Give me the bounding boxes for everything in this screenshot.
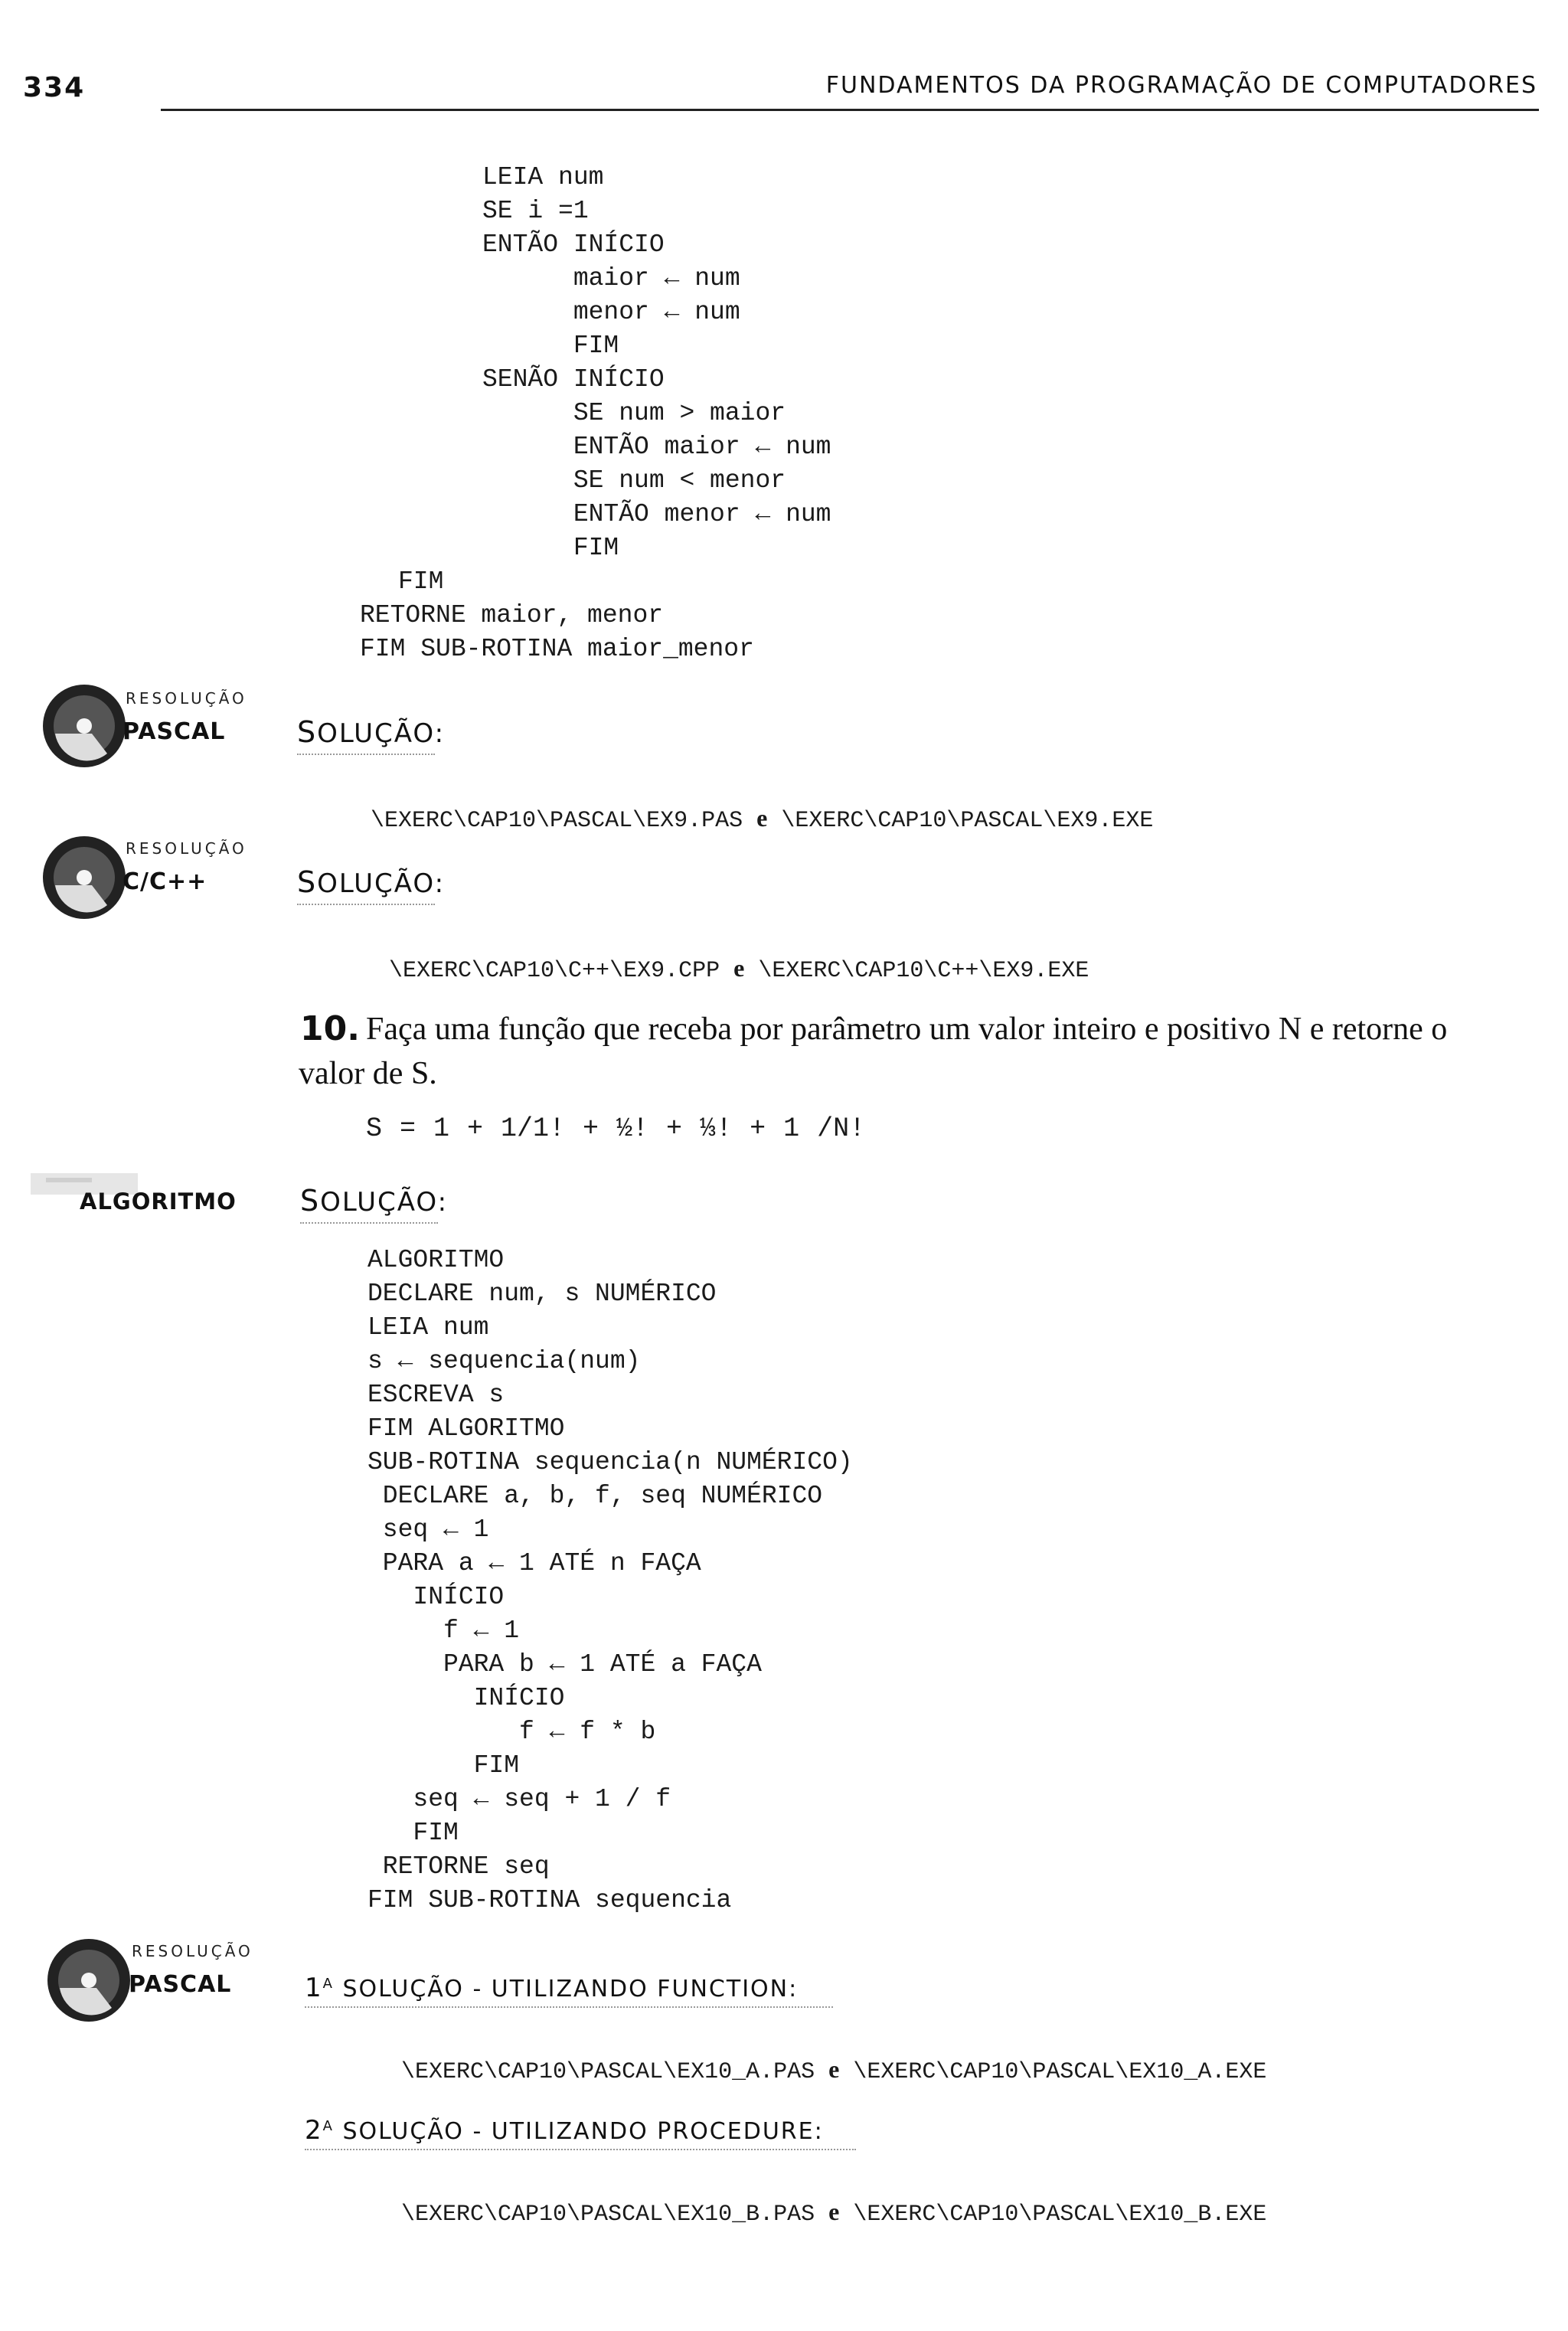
formula: S = 1 + 1/1! + ½! + ⅓! + 1 /N! [366,1113,866,1144]
header-rule [161,109,1539,111]
page-number: 334 [23,72,86,103]
disc-icon [38,680,130,772]
solution-underline [297,754,435,755]
badge-resolucao-label: RESOLUÇÃO [126,839,247,858]
file-path: \EXERC\CAP10\C++\EX9.EXE [758,958,1089,984]
code-line: FIM [368,1751,520,1780]
code-line: SENÃO INÍCIO [482,365,665,394]
code-line: LEIA num [482,163,604,191]
badge-pascal-label: PASCAL [129,1971,232,1998]
code-line: FIM SUB-ROTINA sequencia [368,1886,732,1914]
file-path: \EXERC\CAP10\PASCAL\EX10_A.PAS [401,2059,815,2085]
code-line: RETORNE seq [368,1852,550,1881]
file-path: \EXERC\CAP10\PASCAL\EX9.EXE [781,808,1154,834]
badge-resolucao-label: RESOLUÇÃO [126,689,247,708]
code-line: maior ← num [482,264,740,293]
code-line: s ← sequencia(num) [368,1347,641,1375]
code-line: PARA b ← 1 ATÉ a FAÇA [368,1650,762,1679]
code-line: ENTÃO menor ← num [482,500,831,528]
code-line: ENTÃO INÍCIO [482,230,665,259]
code-line: ENTÃO maior ← num [482,433,831,461]
code-line: SE num > maior [482,399,786,427]
solution-label: SOLUÇÃO: [300,1184,449,1218]
code-line: seq ← seq + 1 / f [368,1785,671,1813]
code-line: FIM [398,567,444,596]
file-path-line: \EXERC\CAP10\PASCAL\EX10_B.PAS e \EXERC\CAP10\PASCAL\EX10_B.EXE [401,2198,1267,2228]
sub-solution-heading: $2^A$ SOLUÇÃO - UTILIZANDO PROCEDURE: [305,2115,824,2146]
badge-cpp-label: C/C++ [122,868,207,895]
file-path-line: \EXERC\CAP10\PASCAL\EX10_A.PAS e \EXERC\CAP10\PASCAL\EX10_A.EXE [401,2055,1267,2085]
solution-label: SOLUÇÃO: [297,865,446,899]
disc-icon [38,832,130,924]
code-line: ESCREVA s [368,1381,505,1409]
exercise-statement-line: Faça uma função que receba por parâmetro um valor inteiro e positivo N e retorne o [366,1012,1448,1047]
code-line: menor ← num [482,298,740,326]
code-line: seq ← 1 [368,1515,489,1544]
sub-solution-underline [305,2149,856,2150]
file-path: \EXERC\CAP10\PASCAL\EX9.PAS [371,808,743,834]
exercise-statement-line: valor de S. [299,1056,437,1091]
solution-label: SOLUÇÃO: [297,715,446,749]
badge-algoritmo-label: ALGORITMO [80,1188,237,1215]
running-title: FUNDAMENTOS DA PROGRAMAÇÃO DE COMPUTADORES [825,72,1537,99]
badge-pascal-label: PASCAL [122,718,226,745]
exercise-number: 10. [300,1009,360,1048]
code-line: SUB-ROTINA sequencia(n NUMÉRICO) [368,1448,853,1476]
file-path: \EXERC\CAP10\PASCAL\EX10_B.PAS [401,2202,815,2228]
code-line: f ← 1 [368,1617,520,1645]
code-line: INÍCIO [368,1684,565,1712]
sub-solution-heading: $1^A$ SOLUÇÃO - UTILIZANDO FUNCTION: [305,1973,799,2003]
code-line: FIM [482,332,619,360]
solution-underline [297,904,435,905]
code-line: FIM [368,1819,459,1847]
code-line: FIM [482,534,619,562]
code-line: INÍCIO [368,1583,505,1611]
code-line: PARA a ← 1 ATÉ n FAÇA [368,1549,701,1577]
file-path-line: \EXERC\CAP10\C++\EX9.CPP e \EXERC\CAP10\C++\EX9.EXE [389,954,1089,984]
file-path: \EXERC\CAP10\PASCAL\EX10_B.EXE [853,2202,1267,2228]
code-line: SE num < menor [482,466,786,495]
solution-underline [300,1222,438,1224]
code-line: ALGORITMO [368,1246,505,1274]
file-path: \EXERC\CAP10\C++\EX9.CPP [389,958,720,984]
file-path: \EXERC\CAP10\PASCAL\EX10_A.EXE [853,2059,1267,2085]
code-line: FIM ALGORITMO [368,1414,565,1443]
code-line: RETORNE maior, menor [360,601,664,629]
code-line: FIM SUB-ROTINA maior_menor [360,635,754,663]
code-line: DECLARE a, b, f, seq NUMÉRICO [368,1482,823,1510]
badge-resolucao-label: RESOLUÇÃO [132,1942,253,1960]
code-line: f ← f * b [368,1718,656,1746]
code-line: SE i =1 [482,197,589,225]
code-line: DECLARE num, s NUMÉRICO [368,1280,717,1308]
code-line: LEIA num [368,1313,489,1342]
file-path-line: \EXERC\CAP10\PASCAL\EX9.PAS e \EXERC\CAP10\PASCAL\EX9.EXE [371,804,1154,834]
sub-solution-underline [305,2006,833,2008]
disc-icon [43,1934,135,2026]
